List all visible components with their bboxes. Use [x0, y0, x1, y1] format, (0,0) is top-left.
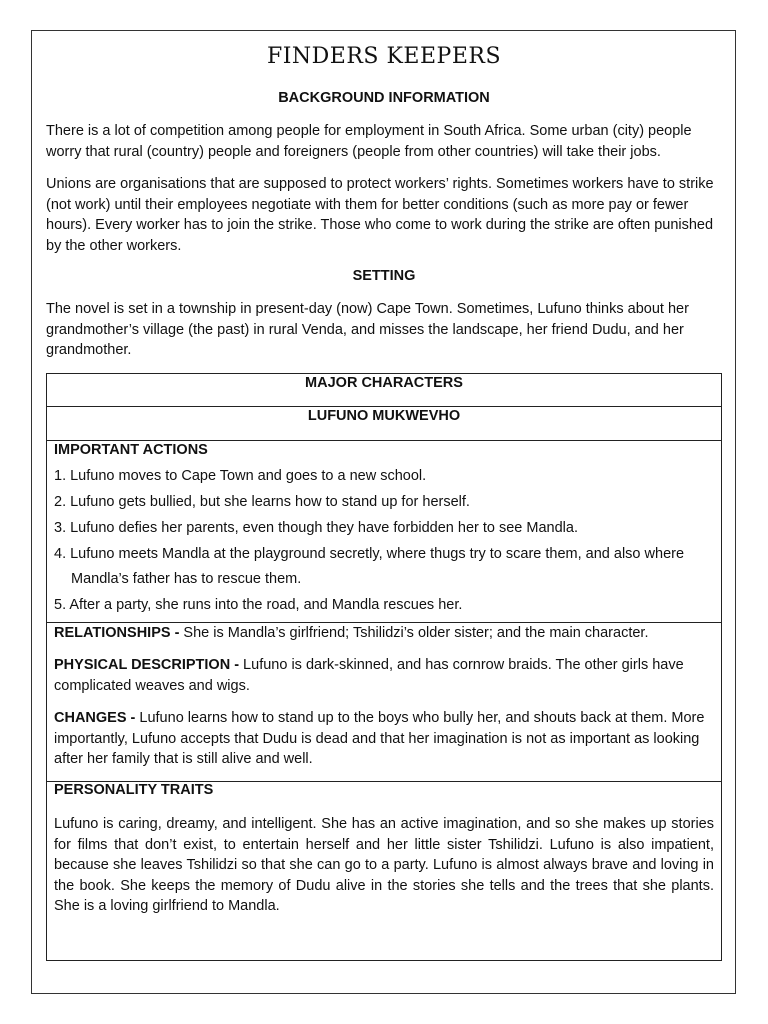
characters-table — [46, 373, 722, 961]
setting-paragraph: The novel is set in a township in present-day (now) Cape Town. Sometimes, Lufuno thinks about her grandmother’s village (the past) in rural Venda, and misses the landscape, her friend Dudu, and her grandmother. — [46, 301, 689, 358]
background-paragraph-2: Unions are organisations that are supposed to protect workers’ rights. Sometimes workers have to strike (not work) until their employees negotiate with them for better conditions (such as more pay or fewer hours). Every worker has to join the strike. Those who come to work during the strike are often punished by the other workers. — [46, 176, 714, 254]
major-characters-heading: MAJOR CHARACTERS — [305, 375, 463, 391]
background-heading: BACKGROUND INFORMATION — [278, 90, 490, 106]
relationships — [54, 623, 714, 644]
personality-traits-text: Lufuno is caring, dreamy, and intelligent. She has an active imagination, and so she makes up stories for films that don’t exist, to entertain herself and her little sister Tshilidzi. Lufuno is also impatient, because she leaves Tshilidzi so that she can go to a party. Lufuno is almost always brave and loving in the book. She keeps the memory of Dudu alive in the stories she tells and the trees that she plants. She is a loving girlfriend to Mandla. — [54, 816, 714, 914]
relationships-label: RELATIONSHIPS - — [54, 625, 180, 641]
character-name: LUFUNO MUKWEVHO — [307, 408, 461, 424]
physical-description-label: PHYSICAL DESCRIPTION - — [54, 657, 240, 673]
action-item-5: 5. After a party, she runs into the road, and Mandla rescues her. — [54, 597, 463, 613]
action-item-4: 4. Lufuno meets Mandla at the playground secretly, where thugs try to scare them, and also where — [54, 546, 685, 562]
physical-description-text: Lufuno is dark-skinned, and has cornrow braids. The other girls have complicated weaves and wigs. — [54, 657, 684, 694]
table-divider — [47, 406, 721, 407]
relationships-text: She is Mandla’s girlfriend; Tshilidzi’s older sister; and the main character. — [179, 625, 649, 641]
document-title: FINDERS KEEPERS — [266, 44, 502, 69]
physical-description — [54, 655, 714, 696]
setting-heading: SETTING — [352, 268, 416, 284]
changes-label: CHANGES - — [54, 710, 136, 726]
action-item-2: 2. Lufuno gets bullied, but she learns how to stand up for herself. — [54, 494, 470, 510]
background-paragraph-1: There is a lot of competition among people for employment in South Africa. Some urban (city) people worry that rural (country) people and foreigners (people from other countries) will take their jobs. — [46, 123, 692, 160]
important-actions-heading: IMPORTANT ACTIONS — [54, 442, 208, 458]
action-item-4-continued: Mandla’s father has to rescue them. — [71, 571, 302, 587]
action-item-3: 3. Lufuno defies her parents, even though they have forbidden her to see Mandla. — [54, 520, 578, 536]
changes-text: Lufuno learns how to stand up to the boys who bully her, and shouts back at them. More importantly, Lufuno accepts that Dudu is dead and that her imagination is not as important as looking after her family that is still alive and well. — [54, 710, 705, 767]
action-item-1: 1. Lufuno moves to Cape Town and goes to a new school. — [54, 468, 427, 484]
personality-traits-heading: PERSONALITY TRAITS — [54, 782, 214, 798]
table-divider — [47, 440, 721, 441]
changes — [54, 708, 714, 770]
